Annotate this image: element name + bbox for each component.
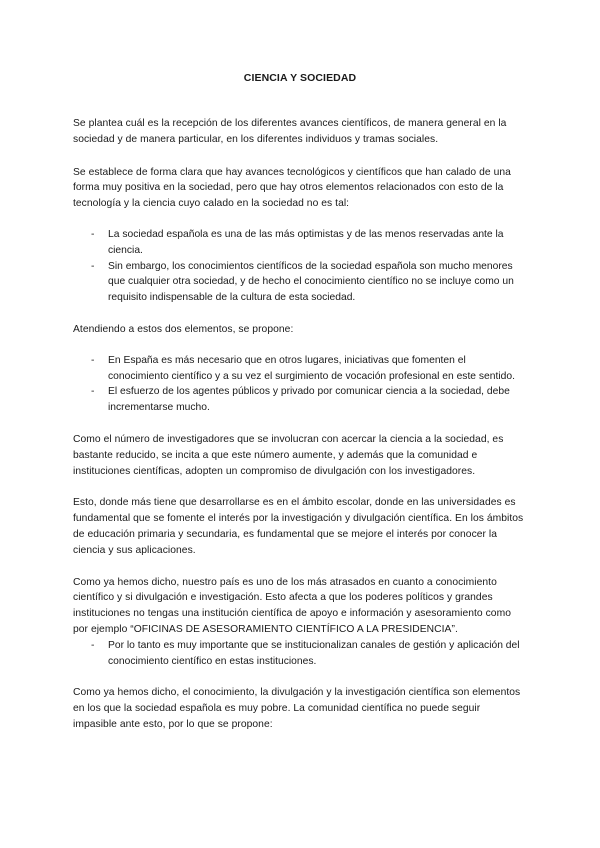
- paragraph-avances: Se establece de forma clara que hay avances tecnológicos y científicos que han calado de una forma muy positiva en la sociedad, pero que hay otros elementos relacionados con esto de la tecnología y la ciencia cuyo calado en la sociedad no es tal:: [73, 166, 511, 210]
- paragraph-conclusion: Como ya hemos dicho, el conocimiento, la divulgación y la investigación científica son elementos en los que la sociedad española es muy pobre. La comunidad científica no puede seguir impasible ante esto, por lo que se propone:: [73, 687, 521, 730]
- list-sociedad: [73, 227, 527, 306]
- dash-bullet: -: [91, 260, 95, 272]
- list-item: - Por lo tanto es muy importante que se institucionalizan canales de gestión y aplicación del conocimiento científico en estas instituciones.: [91, 639, 520, 667]
- paragraph-atendiendo: Atendiendo a estos dos elementos, se propone:: [73, 323, 294, 335]
- paragraph-intro: Se plantea cuál es la recepción de los diferentes avances científicos, de manera general en la sociedad y de manera particular, en los diferentes individuos y tramas sociales.: [73, 118, 507, 145]
- list-propuestas: [73, 353, 527, 416]
- document-title: CIENCIA Y SOCIEDAD: [243, 72, 357, 84]
- paragraph-investigadores: Como el número de investigadores que se involucran con acercar la ciencia a la sociedad, es bastante reducido, se incita a que este número aumente, y además que la comunidad e instituciones científicas, adopten un compromiso de divulgación con los investigadores.: [73, 433, 504, 477]
- dash-bullet: -: [91, 639, 95, 651]
- list-item: - El esfuerzo de los agentes públicos y privado por comunicar ciencia a la sociedad, debe incrementarse mucho.: [91, 386, 510, 414]
- dash-bullet: -: [91, 354, 95, 366]
- paragraph-ambito-escolar: Esto, donde más tiene que desarrollarse es en el ámbito escolar, donde en las universidades es fundamental que se fomente el interés por la investigación y divulgación científica. En los ámbitos de educación primaria y secundaria, es fundamental que se mejore el interés por conocer la ciencia y sus aplicaciones.: [73, 497, 524, 556]
- paragraph-pais: Como ya hemos dicho, nuestro país es uno de los más atrasados en cuanto a conocimiento científico y si divulgación e investigación. Esto afecta a que los poderes políticos y grandes instituciones no tengas una institución científica de apoyo e información y asesoramiento como por ejemplo “OFICINAS DE ASESORAMIENTO CIENTÍFICO A LA PRESIDENCIA”.: [73, 576, 511, 635]
- dash-bullet: -: [91, 386, 95, 398]
- list-instituciones: [73, 638, 527, 670]
- dash-bullet: -: [91, 228, 95, 240]
- list-item: - La sociedad española es una de las más optimistas y de las menos reservadas ante la ciencia.: [91, 228, 504, 256]
- list-item: - En España es más necesario que en otros lugares, iniciativas que fomenten el conocimiento científico y a su vez el surgimiento de vocación profesional en este sentido.: [91, 354, 515, 382]
- list-item: - Sin embargo, los conocimientos científicos de la sociedad española son mucho menores que cualquier otra sociedad, y de hecho el conocimiento científico no se incluye como un requisito indispensable de la cultura de esta sociedad.: [91, 260, 514, 304]
